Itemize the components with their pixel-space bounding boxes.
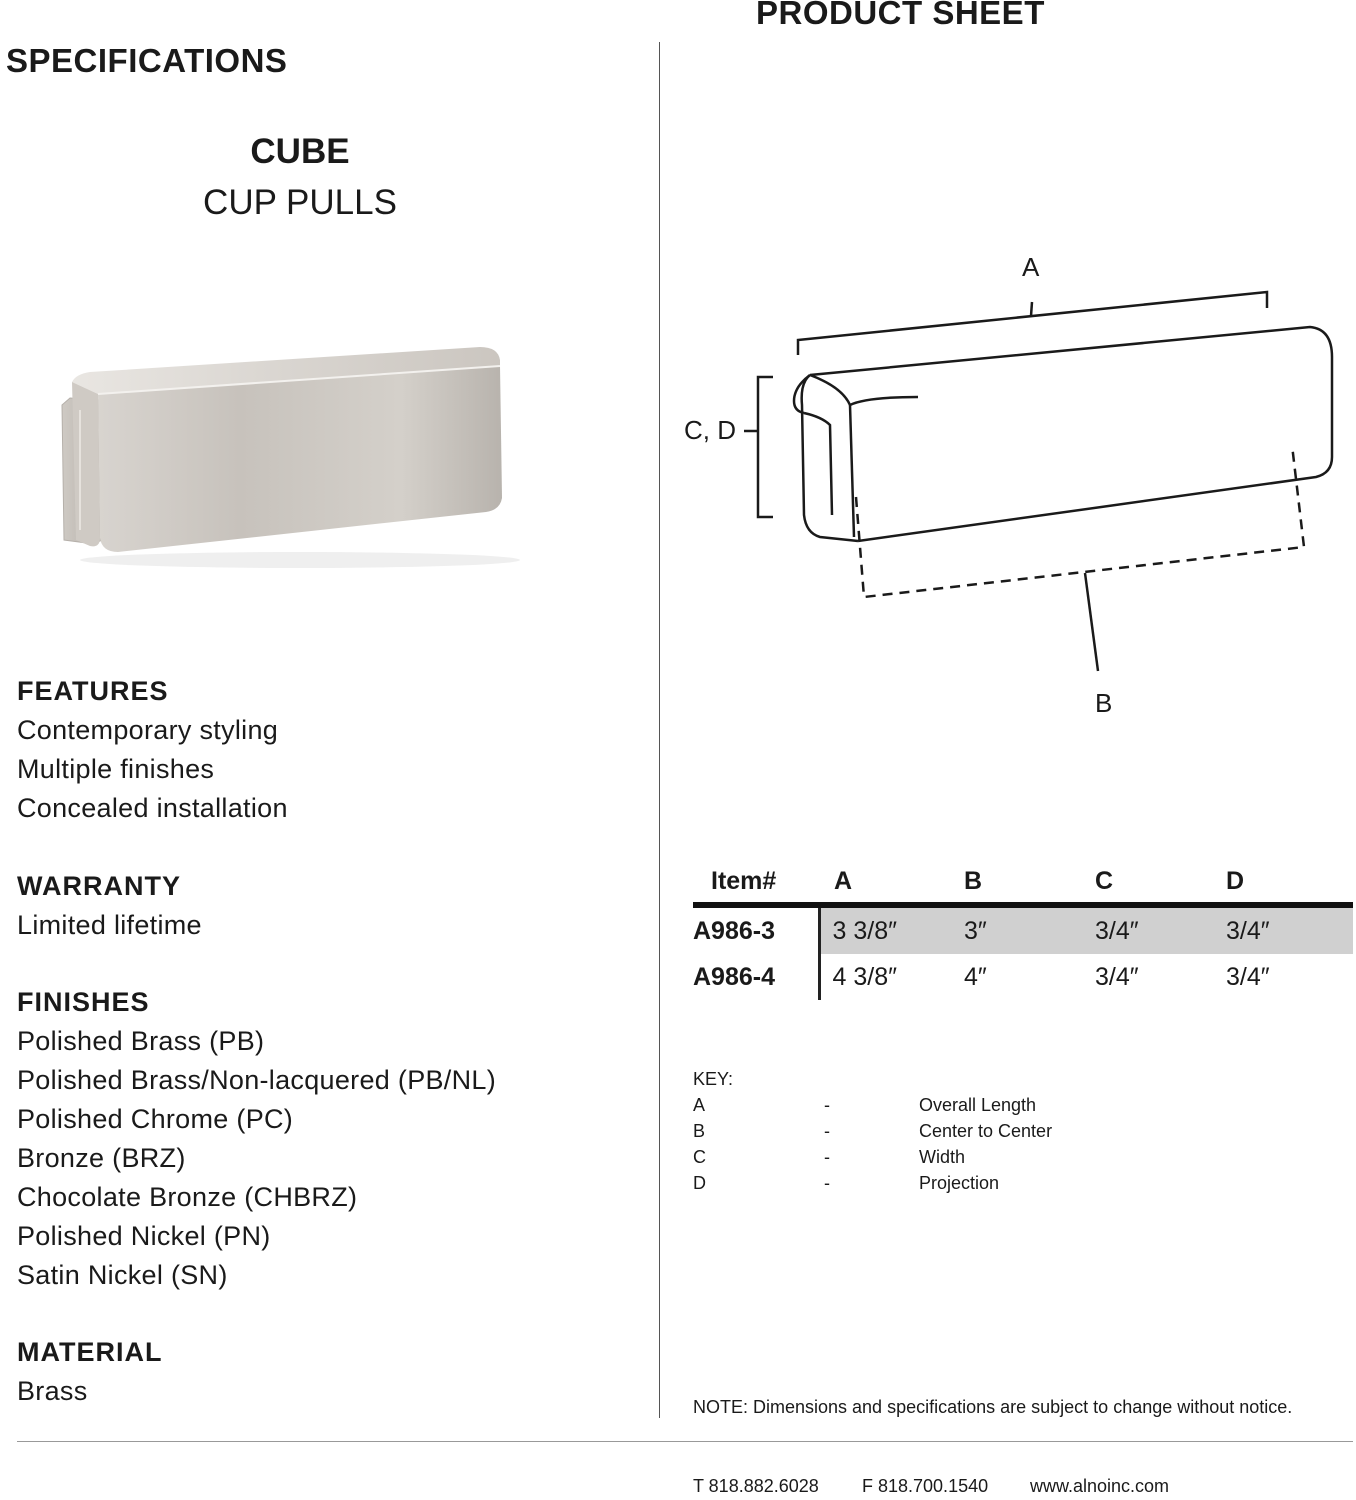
specifications-title: SPECIFICATIONS [6,42,288,79]
table-header: D [1226,866,1245,895]
table-cell: 3 3/8″ [819,905,964,954]
diagram-label-cd: C, D [684,415,736,445]
dimension-a-bracket [798,292,1267,355]
key-meaning: Width [919,1147,966,1167]
table-header: C [1095,866,1114,895]
material-item: Brass [17,1376,88,1406]
finish-item: Polished Brass (PB) [17,1026,265,1056]
warranty-heading: WARRANTY [17,871,181,901]
key-letter: C [693,1147,706,1167]
finish-item: Satin Nickel (SN) [17,1260,228,1290]
warranty-item: Limited lifetime [17,910,202,940]
table-cell: 4 3/8″ [819,954,964,1000]
table-cell: 3″ [964,905,1095,954]
key-meaning: Overall Length [919,1095,1037,1115]
product-category: CUP PULLS [203,183,397,222]
key-letter: D [693,1173,706,1193]
table-cell-item: A986-3 [693,916,775,945]
table-header: B [964,866,983,895]
finish-item: Polished Chrome (PC) [17,1104,294,1134]
table-header: Item# [711,866,777,895]
table-cell: 3/4″ [1226,962,1270,991]
key-dash: - [824,1147,830,1167]
finish-item: Bronze (BRZ) [17,1143,186,1173]
hidden-mounting-outline [856,445,1304,597]
diagram-label-a: A [1022,252,1040,282]
material-section [17,1333,162,1411]
key-meaning: Center to Center [919,1121,1053,1141]
feature-item: Contemporary styling [17,715,279,745]
material-heading: MATERIAL [17,1337,163,1367]
product-sheet-title: PRODUCT SHEET [756,0,1045,31]
table-cell: 3/4″ [1095,962,1139,991]
dimension-b-leader [1085,573,1098,671]
table-row [693,905,1353,954]
diagram-label-b: B [1095,688,1113,718]
table-cell-item: A986-4 [693,962,775,991]
disclaimer-note: NOTE: Dimensions and specifications are subject to change without notice. [693,1397,1293,1417]
product-name: CUBE [250,132,350,171]
key-dash: - [824,1095,830,1115]
feature-item: Concealed installation [17,793,288,823]
warranty-section [17,867,202,945]
finishes-heading: FINISHES [17,987,150,1017]
key-dash: - [824,1121,830,1141]
footer-phone: T 818.882.6028 [693,1476,819,1496]
dimension-diagram [670,245,1356,725]
finish-item: Polished Nickel (PN) [17,1221,271,1251]
dimension-cd-bracket [758,377,773,517]
finish-item: Polished Brass/Non-lacquered (PB/NL) [17,1065,497,1095]
dimensions-table [693,862,1353,1000]
table-cell: 3/4″ [1095,905,1226,954]
finish-item: Chocolate Bronze (CHBRZ) [17,1182,358,1212]
key-meaning: Projection [919,1173,1000,1193]
feature-item: Multiple finishes [17,754,215,784]
features-heading: FEATURES [17,676,169,706]
key-dash: - [824,1173,830,1193]
table-cell: 4″ [964,962,987,991]
finishes-section [17,983,496,1295]
key-letter: A [693,1095,706,1115]
pull-body-outline [810,327,1332,541]
table-header: A [834,866,853,895]
product-photo [10,290,565,580]
vertical-divider [659,42,660,1418]
table-row [693,954,1353,1000]
footer-fax: F 818.700.1540 [862,1476,989,1496]
features-section [17,672,288,828]
table-cell: 3/4″ [1226,905,1353,954]
footer-website[interactable]: www.alnoinc.com [1030,1476,1170,1496]
key-heading: KEY: [693,1069,734,1089]
footer-divider [17,1441,1353,1442]
key-letter: B [693,1121,706,1141]
